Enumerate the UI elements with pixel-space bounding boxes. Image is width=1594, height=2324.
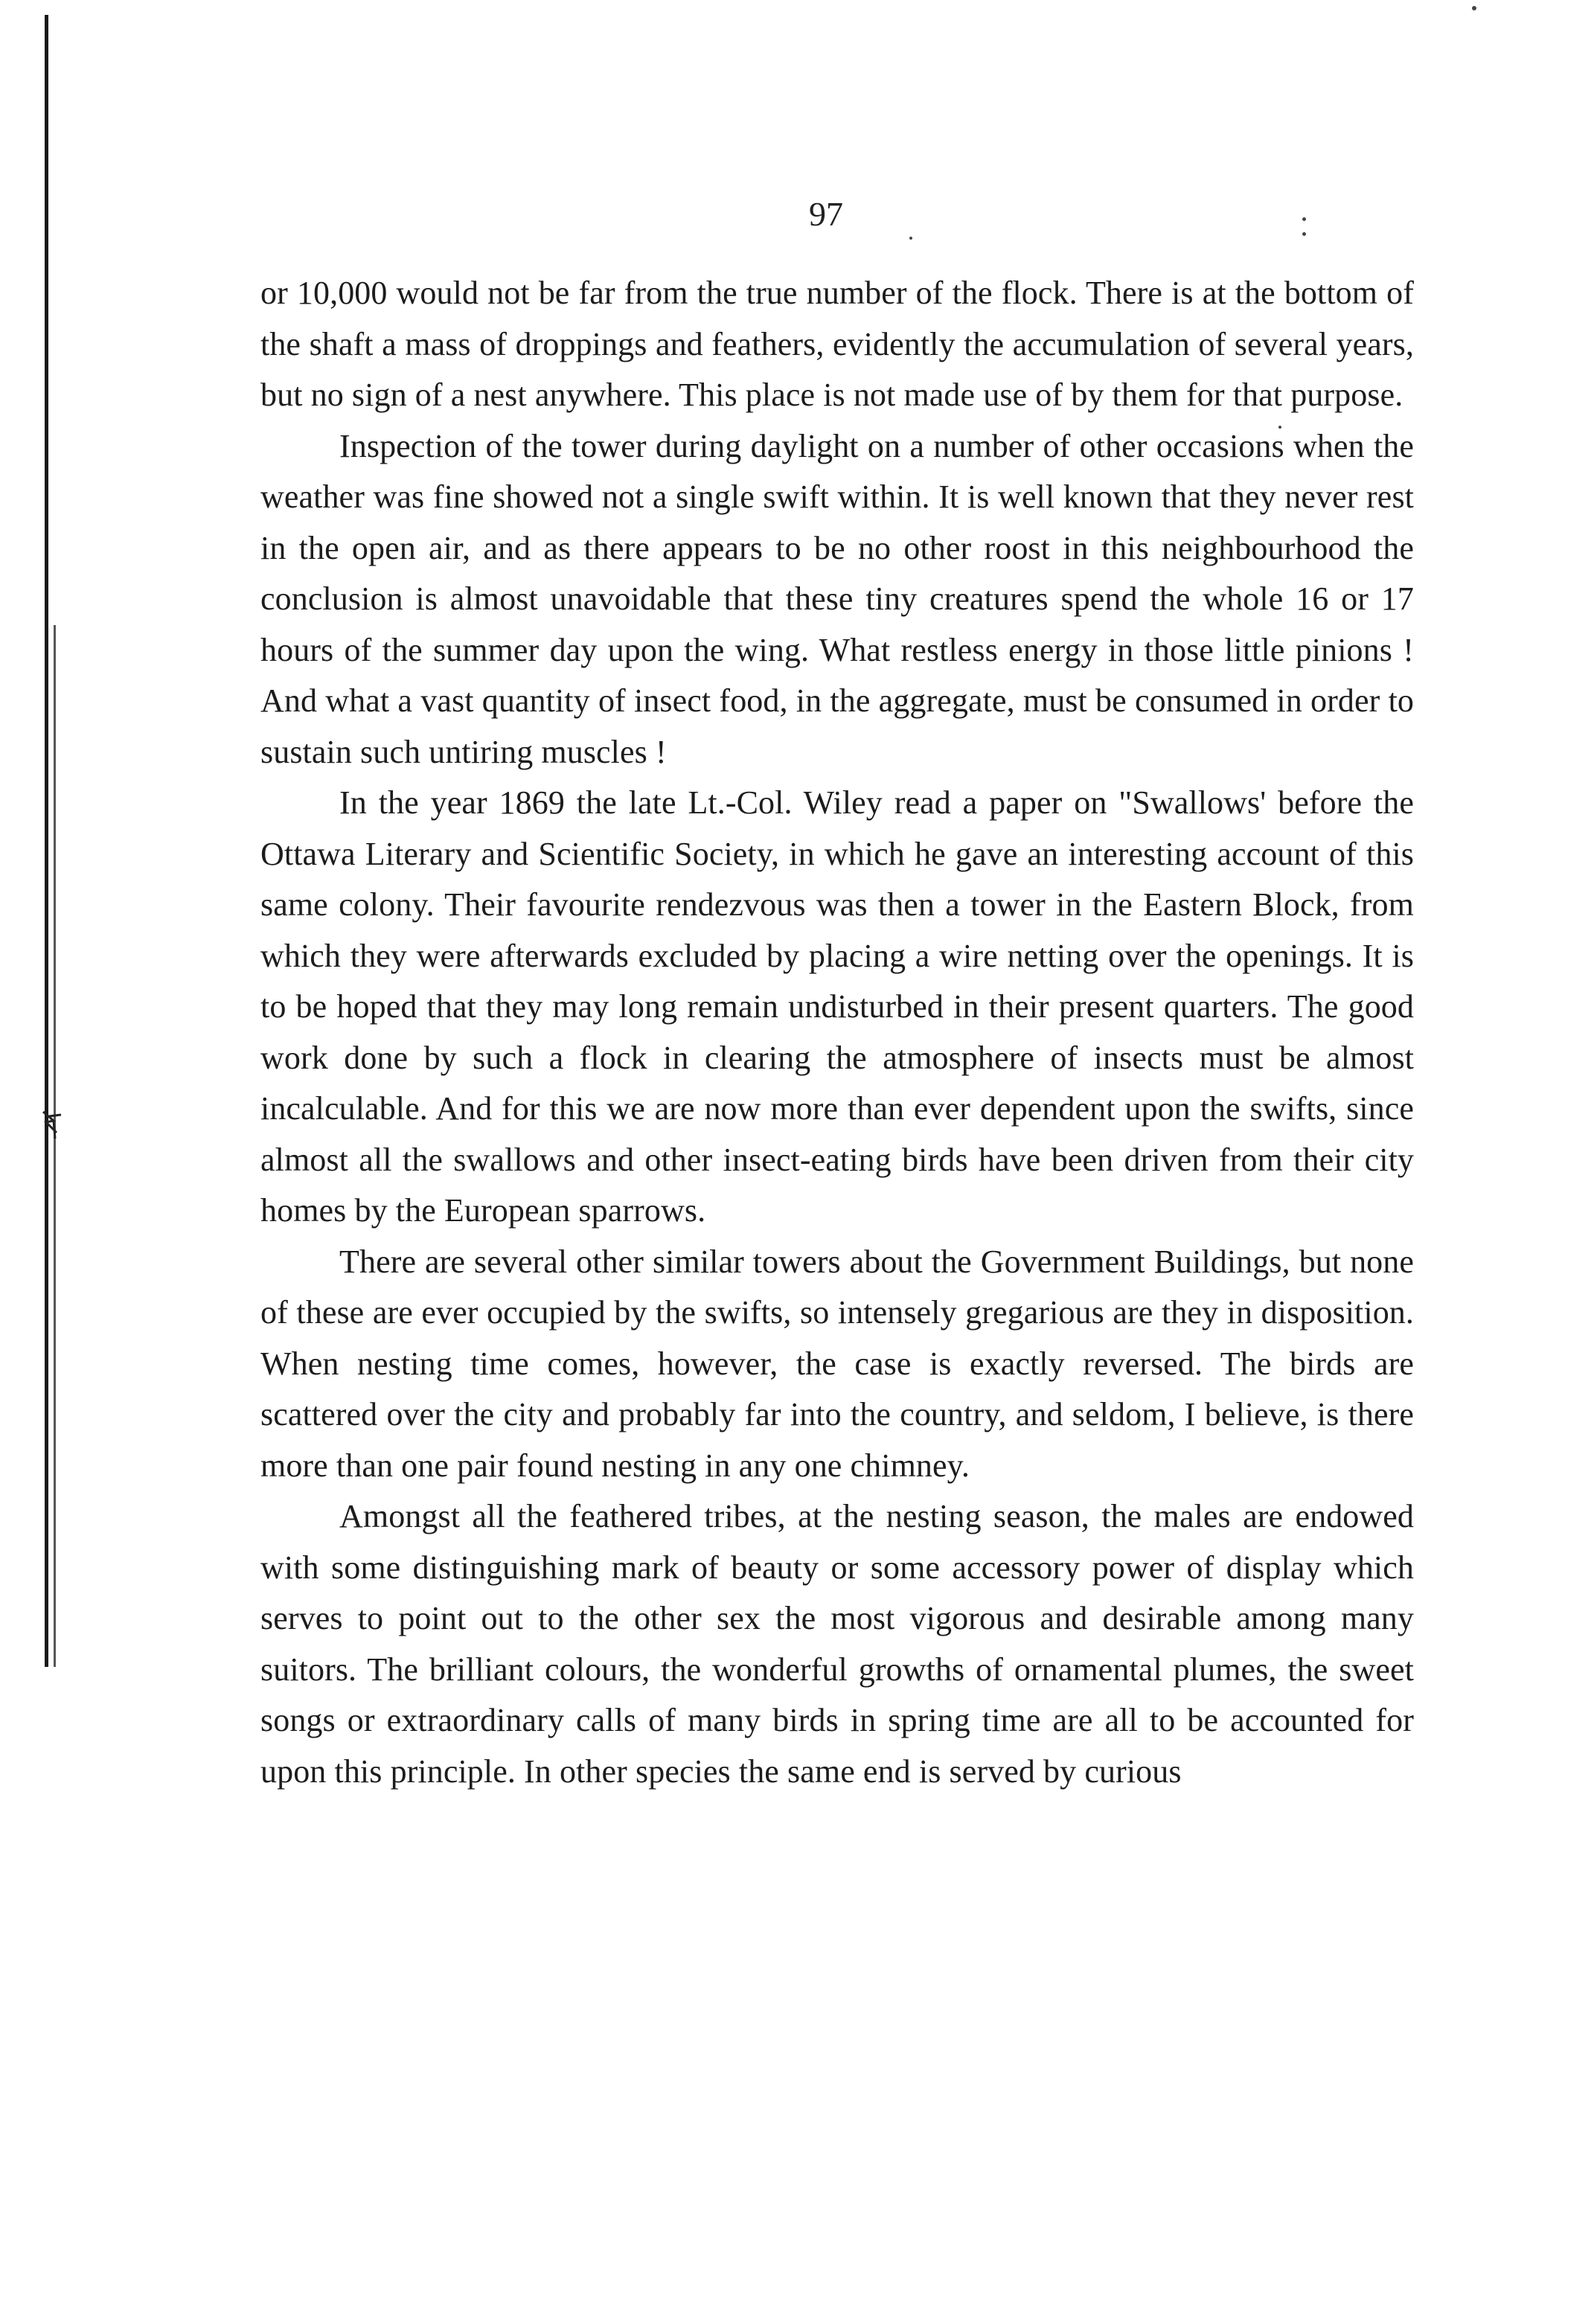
binding-mark-icon: [39, 1107, 74, 1143]
scan-speck: [1302, 217, 1306, 221]
paragraph-3: In the year 1869 the late Lt.-Col. Wiley read a paper on "Swallows' before the Ottawa Literary and Scientific Society, in which he gave an interesting account of this same colony. Their favourite rendezvous was then a tower in the Eastern Block, from which they were afterwards excluded by placing a wire netting over the openings. It is to be hoped that they may long remain undisturbed in their present quarters. The good work done by such a flock in clearing the atmosphere of insects must be almost incalculable. And for this we are now more than ever dependent upon the swifts, since almost all the swallows and other insect-eating birds have been driven from their city homes by the European sparrows.: [260, 784, 1414, 1229]
body-text: [260, 268, 1414, 1797]
binding-edge-shadow: [54, 625, 56, 1667]
page-number: 97: [809, 195, 843, 233]
paragraph-4: There are several other similar towers about the Government Buildings, but none of these are ever occupied by the swifts, so intensely gregarious are they in disposition. When nesting time comes, however, the case is exactly reversed. The birds are scattered over the city and probably far into the country, and seldom, I believe, is there more than one pair found nesting in any one chimney.: [260, 1243, 1414, 1484]
paragraph-1: or 10,000 would not be far from the true number of the flock. There is at the bottom of the shaft a mass of droppings and feathers, evidently the accumulation of several years, but no sign of a nest anywhere. This place is not made use of by them for that purpose.: [260, 275, 1414, 413]
paragraph-2: Inspection of the tower during daylight on a number of other occasions when the weather was fine showed not a single swift within. It is well known that they never rest in the open air, and as there appears to be no other roost in this neighbourhood the conclusion is almost unavoidable that these tiny creatures spend the whole 16 or 17 hours of the summer day upon the wing. What restless energy in those little pinions ! And what a vast quantity of insect food, in the aggregate, must be consumed in order to sustain such untiring muscles !: [260, 427, 1414, 770]
binding-edge-line: [45, 15, 48, 1667]
paragraph-5: Amongst all the feathered tribes, at the nesting season, the males are endowed with some distinguishing mark of beauty or some accessory power of display which serves to point out to the other sex the most vigorous and desirable among many suitors. The brilliant colours, the wonderful growths of ornamental plumes, the sweet songs or extraordinary calls of many birds in spring time are all to be accounted for upon this principle. In other species the same end is served by curious: [260, 1498, 1414, 1790]
scan-speck: [909, 237, 912, 240]
scan-speck: [1302, 232, 1306, 236]
scan-speck: [1472, 6, 1476, 10]
